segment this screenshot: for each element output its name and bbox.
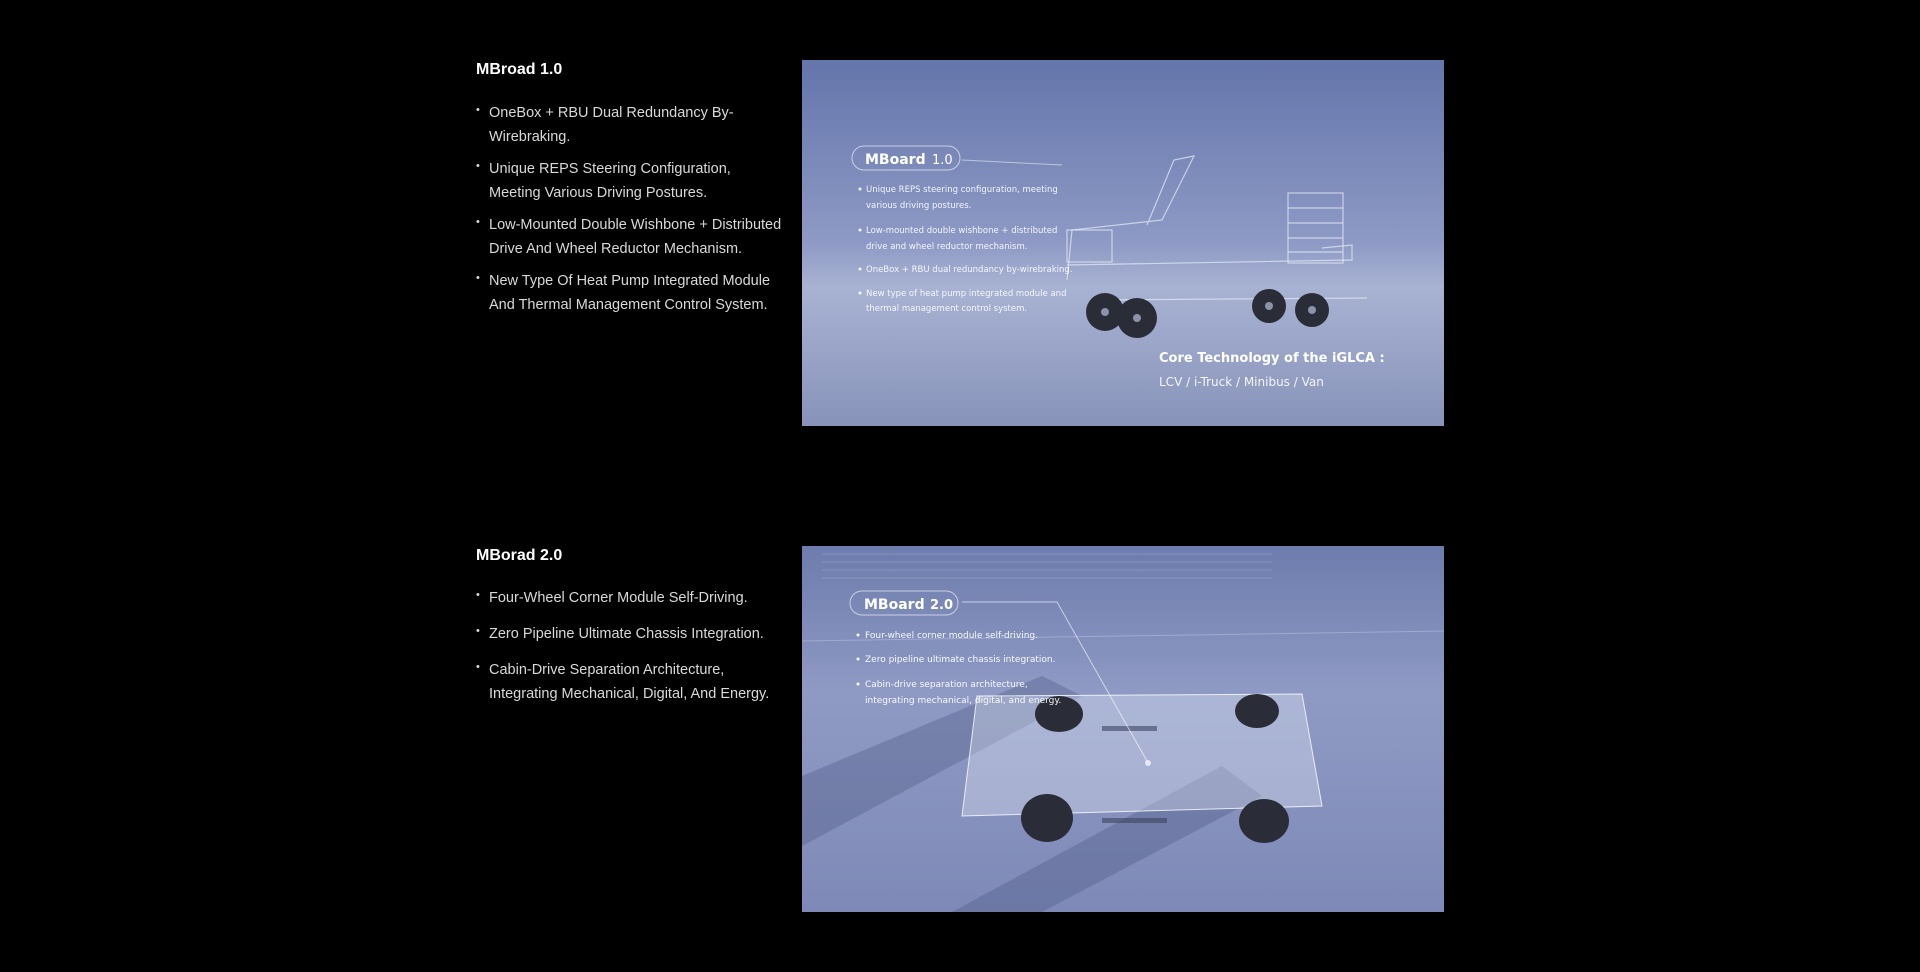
image-core-subtitle: LCV / i-Truck / Minibus / Van <box>1159 375 1324 389</box>
mboard-2-image <box>802 546 1444 912</box>
feature-item: • Four-Wheel Corner Module Self-Driving. <box>476 586 786 610</box>
image-caption-line: thermal management control system. <box>866 304 1028 314</box>
image-badge: MBoard <box>865 152 926 168</box>
image-caption-line: Unique REPS steering configuration, meeting <box>866 185 1058 195</box>
image-core-title: Core Technology of the iGLCA : <box>1159 351 1385 366</box>
feature-item: • Cabin-Drive Separation Architecture, Integrating Mechanical, Digital, And Energy. <box>476 658 786 706</box>
image-caption-line: various driving postures. <box>866 201 972 211</box>
feature-list <box>476 586 786 718</box>
image-caption-line: Zero pipeline ultimate chassis integration. <box>865 655 1056 665</box>
mboard-2-section <box>0 486 1920 972</box>
image-caption-line: Low-mounted double wishbone + distributed <box>866 226 1058 236</box>
image-badge: MBoard <box>864 597 925 613</box>
image-caption-line: integrating mechanical, digital, and energy. <box>865 696 1062 706</box>
feature-item: • Zero Pipeline Ultimate Chassis Integration. <box>476 622 786 646</box>
chassis-side-illustration <box>802 60 1444 426</box>
feature-item: • Unique REPS Steering Configuration, Meeting Various Driving Postures. <box>476 157 786 205</box>
image-caption-line: New type of heat pump integrated module and <box>866 289 1067 299</box>
feature-item: • Low-Mounted Double Wishbone + Distributed Drive And Wheel Reductor Mechanism. <box>476 213 786 261</box>
section-title: MBroad 1.0 <box>476 61 563 78</box>
image-caption-line: Cabin-drive separation architecture, <box>865 680 1028 690</box>
image-version: 1.0 <box>932 153 953 168</box>
image-version: 2.0 <box>930 598 954 613</box>
image-caption-line: drive and wheel reductor mechanism. <box>866 242 1028 252</box>
feature-item: • New Type Of Heat Pump Integrated Module And Thermal Management Control System. <box>476 269 786 317</box>
chassis-top-illustration <box>802 546 1444 912</box>
feature-item: • OneBox + RBU Dual Redundancy By-Wirebraking. <box>476 101 786 149</box>
mboard-1-image <box>802 60 1444 426</box>
feature-list <box>476 101 786 325</box>
section-title: MBorad 2.0 <box>476 547 563 564</box>
image-caption-line: OneBox + RBU dual redundancy by-wirebraking. <box>866 265 1073 275</box>
image-caption-line: Four-wheel corner module self-driving. <box>865 631 1038 641</box>
